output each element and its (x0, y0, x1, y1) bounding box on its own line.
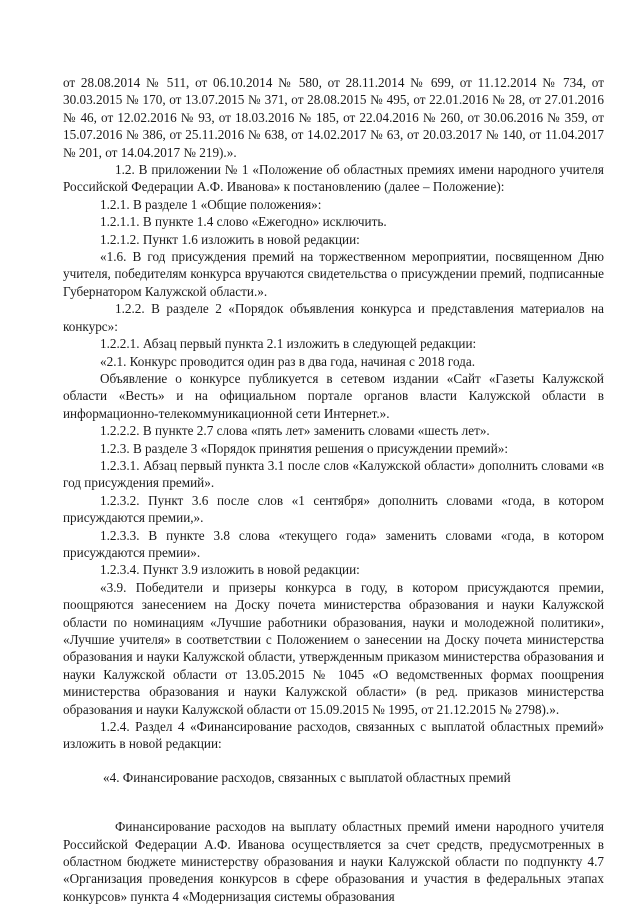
clause-1-2-1-1: 1.2.1.1. В пункте 1.4 слово «Ежегодно» исключить. (100, 214, 387, 230)
clause-1-2: 1.2. В приложении № 1 «Положение об областных премиях имени народного учителя Российской Федерации А.Ф. Иванова» к постановлению (далее – Положение): (63, 162, 604, 195)
quote-point-2-1-announcement: Объявление о конкурсе публикуется в сетевом издании «Сайт «Газеты Калужской области «Весть» и на официальном портале органов власти Калужской области в информационно-телекоммуникационной сети Интернет.». (63, 370, 604, 421)
amendment-list: от 28.08.2014 № 511, от 06.10.2014 № 580, от 28.11.2014 № 699, от 11.12.2014 № 734, от 30.03.2015 № 170, от 13.07.2015 № 371, от 28.08.2015 № 495, от 22.01.2016 № 28, от 27.01.2016 № 46, от 12.02.2016 № 93, от 18.03.2016 № 185, от 22.04.2016 № 260, от 30.06.2016 № 359, от 15.07.2016 № 386, от 25.11.2016 № 638, от 14.02.2017 № 63, от 20.03.2017 № 140, от 11.04.2017 № 201, от 14.04.2017 № 219).». (63, 75, 604, 160)
clause-1-2-4: 1.2.4. Раздел 4 «Финансирование расходов, связанных с выплатой областных премий» изложить в новой редакции: (63, 719, 604, 752)
clause-1-2-1-2: 1.2.1.2. Пункт 1.6 изложить в новой редакции: (100, 231, 360, 247)
clause-1-2-2-1: 1.2.2.1. Абзац первый пункта 2.1 изложить в следующей редакции: (100, 336, 477, 352)
clause-1-2-1: 1.2.1. В разделе 1 «Общие положения»: (100, 196, 322, 212)
clause-1-2-2: 1.2.2. В разделе 2 «Порядок объявления конкурса и представления материалов на конкурс»: (63, 301, 604, 334)
clause-1-2-3: 1.2.3. В разделе 3 «Порядок принятия решения о присуждении премий»: (100, 440, 509, 456)
clause-1-2-3-1: 1.2.3.1. Абзац первый пункта 3.1 после слов «Калужской области» дополнить словами «в год присуждения премий». (63, 457, 604, 491)
clause-1-2-3-2: 1.2.3.2. Пункт 3.6 после слов «1 сентября» дополнить словами «года, в котором присуждаются премии,». (63, 492, 604, 526)
quote-point-3-9: «3.9. Победители и призеры конкурса в году, в котором присуждаются премии, поощряются занесением на Доску почета министерства образования и науки Калужской области по номинациям «Лучшие работники образования, науки и молодежной политики», «Лучшие учителя» в соответствии с Положением о занесении на Доску почета министерства образования и науки Калужской области, утвержденным приказом министерства образования и науки Калужской области от 13.05.2015 № 1045 «О ведомственных формах поощрения министерства образования и науки Калужской области» (в ред. приказов министерства образования и науки Калужской области от 15.09.2015 № 1995, от 21.12.2015 № 2798).». (63, 579, 604, 717)
quote-point-1-6: «1.6. В год присуждения премий на торжественном мероприятии, посвященном Дню учителя, победителям конкурса вручаются свидетельства о присуждении премий, подписанные Губернатором Калужской области.». (63, 249, 604, 299)
clause-1-2-3-3: 1.2.3.3. В пункте 3.8 слова «текущего года» заменить словами «года, в котором присуждаются премии». (63, 527, 604, 560)
financing-paragraph: Финансирование расходов на выплату областных премий имени народного учителя Российской Федерации А.Ф. Иванова осуществляется за счет средств, предусмотренных в областном бюджете министерству образования и науки Калужской области по подпункту 4.7 «Организация проведения конкурсов в сфере образования и участия в федеральных этапах конкурсов» пункта 4 «Модернизация системы образования (63, 819, 604, 904)
quote-point-2-1: «2.1. Конкурс проводится один раз в два года, начиная с 2018 года. (100, 353, 476, 369)
section-4-heading: «4. Финансирование расходов, связанных с выплатой областных премий (103, 769, 511, 785)
clause-1-2-3-4: 1.2.3.4. Пункт 3.9 изложить в новой редакции: (100, 562, 360, 578)
clause-1-2-2-2: 1.2.2.2. В пункте 2.7 слова «пять лет» заменить словами «шесть лет». (100, 423, 490, 439)
